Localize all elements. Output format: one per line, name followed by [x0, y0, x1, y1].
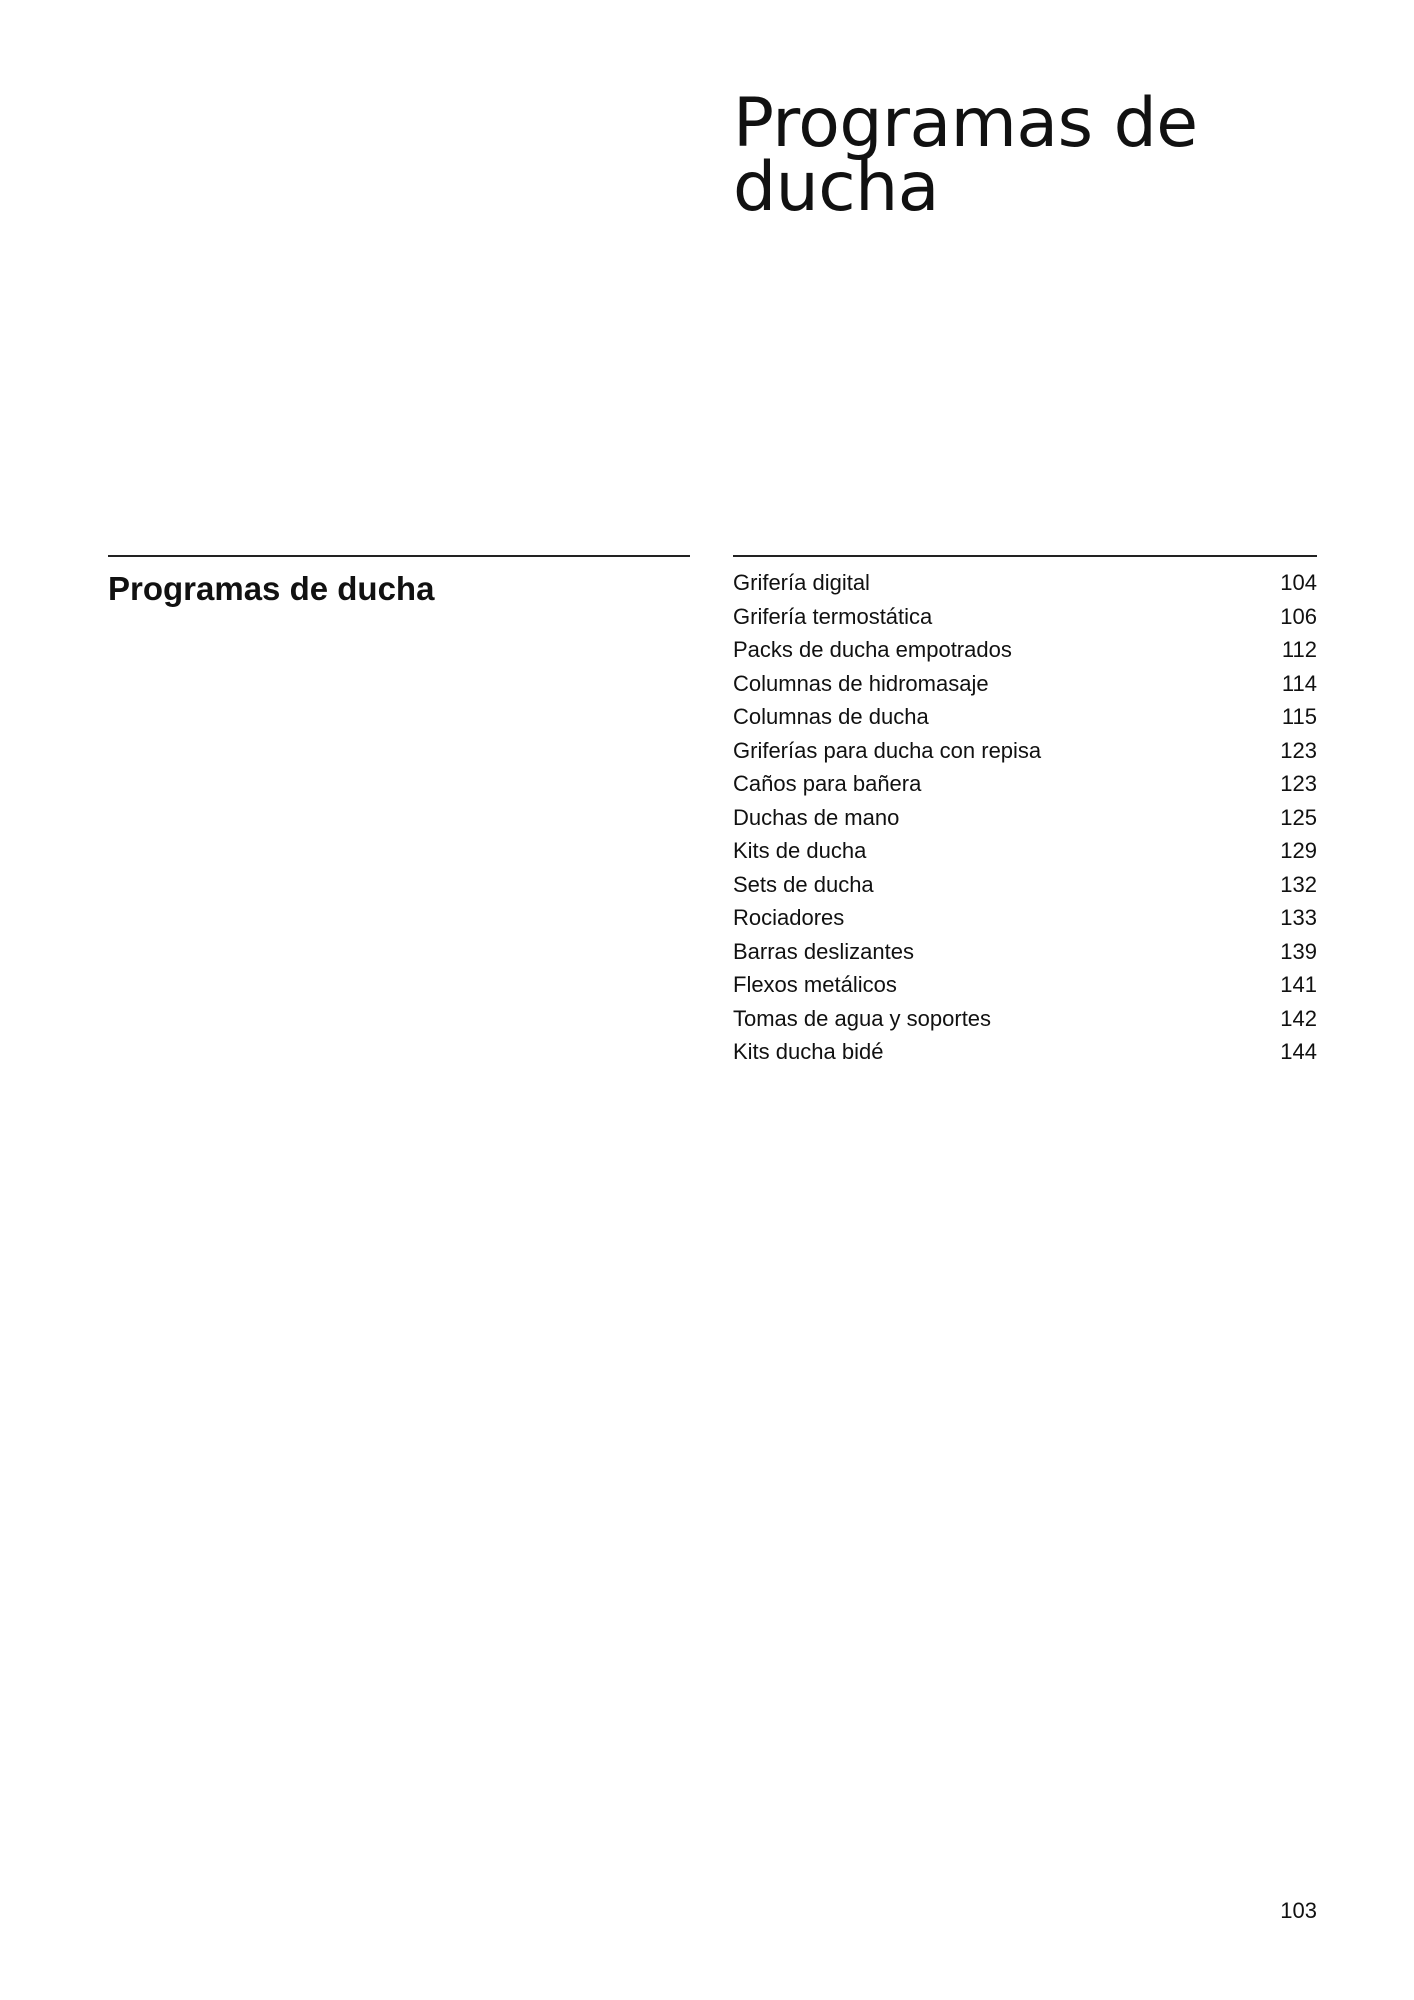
toc-entry-page: 104 [1280, 570, 1317, 595]
toc-entry-label: Caños para bañera [733, 771, 922, 796]
toc-entry[interactable] [733, 1002, 1317, 1036]
toc-entry-label: Kits ducha bidé [733, 1039, 884, 1064]
toc-entry-label: Barras deslizantes [733, 938, 914, 964]
toc-entry-page: 144 [1280, 1039, 1317, 1064]
toc-entry[interactable] [733, 633, 1317, 667]
table-of-contents [733, 555, 1317, 1069]
section-block [108, 555, 690, 613]
page-title-line-2: ducha [733, 148, 939, 227]
toc-entry-label: Grifería termostática [733, 603, 933, 629]
toc-entry-label: Grifería digital [733, 570, 870, 595]
toc-entry-label: Griferías para ducha con repisa [733, 737, 1042, 763]
toc-entry-label: Columnas de ducha [733, 704, 929, 729]
toc-entry-label: Duchas de mano [733, 804, 900, 830]
toc-entry-label: Rociadores [733, 905, 845, 930]
toc-entry[interactable] [733, 700, 1317, 734]
toc-entry-page: 112 [1281, 637, 1317, 662]
toc-entry-label: Kits de ducha [733, 838, 867, 863]
toc-entry[interactable] [733, 834, 1317, 868]
section-heading: Programas de ducha [108, 570, 435, 607]
toc-entry[interactable] [733, 801, 1317, 835]
toc-entry-page: 125 [1280, 804, 1317, 830]
toc-entry[interactable] [733, 767, 1317, 801]
toc-entry-page: 139 [1280, 938, 1317, 964]
toc-entry-page: 123 [1280, 737, 1317, 763]
page-title-line-1: Programas de [733, 84, 1198, 163]
toc-entry[interactable] [733, 1035, 1317, 1069]
toc-entry-label: Flexos metálicos [733, 972, 897, 997]
toc-entry[interactable] [733, 901, 1317, 935]
toc-entry-page: 123 [1280, 771, 1317, 796]
toc-entry-page: 132 [1280, 871, 1317, 897]
toc-entry[interactable] [733, 600, 1317, 634]
toc-entry[interactable] [733, 734, 1317, 768]
toc-entry[interactable] [733, 868, 1317, 902]
toc-entry-label: Packs de ducha empotrados [733, 637, 1012, 662]
toc-entry-page: 141 [1280, 972, 1317, 997]
toc-entry-page: 106 [1280, 603, 1317, 629]
toc-entry-page: 115 [1281, 704, 1317, 729]
page-title [733, 84, 1353, 227]
toc-entry-label: Tomas de agua y soportes [733, 1005, 992, 1031]
toc-entry[interactable] [733, 667, 1317, 701]
toc-entry-page: 129 [1280, 838, 1317, 863]
page-number: 103 [1280, 1898, 1317, 1923]
toc-entry[interactable] [733, 935, 1317, 969]
toc-entry-page: 133 [1280, 905, 1317, 930]
toc-entry[interactable] [733, 968, 1317, 1002]
toc-entry[interactable] [733, 566, 1317, 600]
toc-entry-page: 142 [1280, 1005, 1317, 1031]
toc-entry-label: Sets de ducha [733, 871, 874, 897]
toc-entry-label: Columnas de hidromasaje [733, 670, 989, 696]
toc-entry-page: 114 [1281, 670, 1317, 696]
